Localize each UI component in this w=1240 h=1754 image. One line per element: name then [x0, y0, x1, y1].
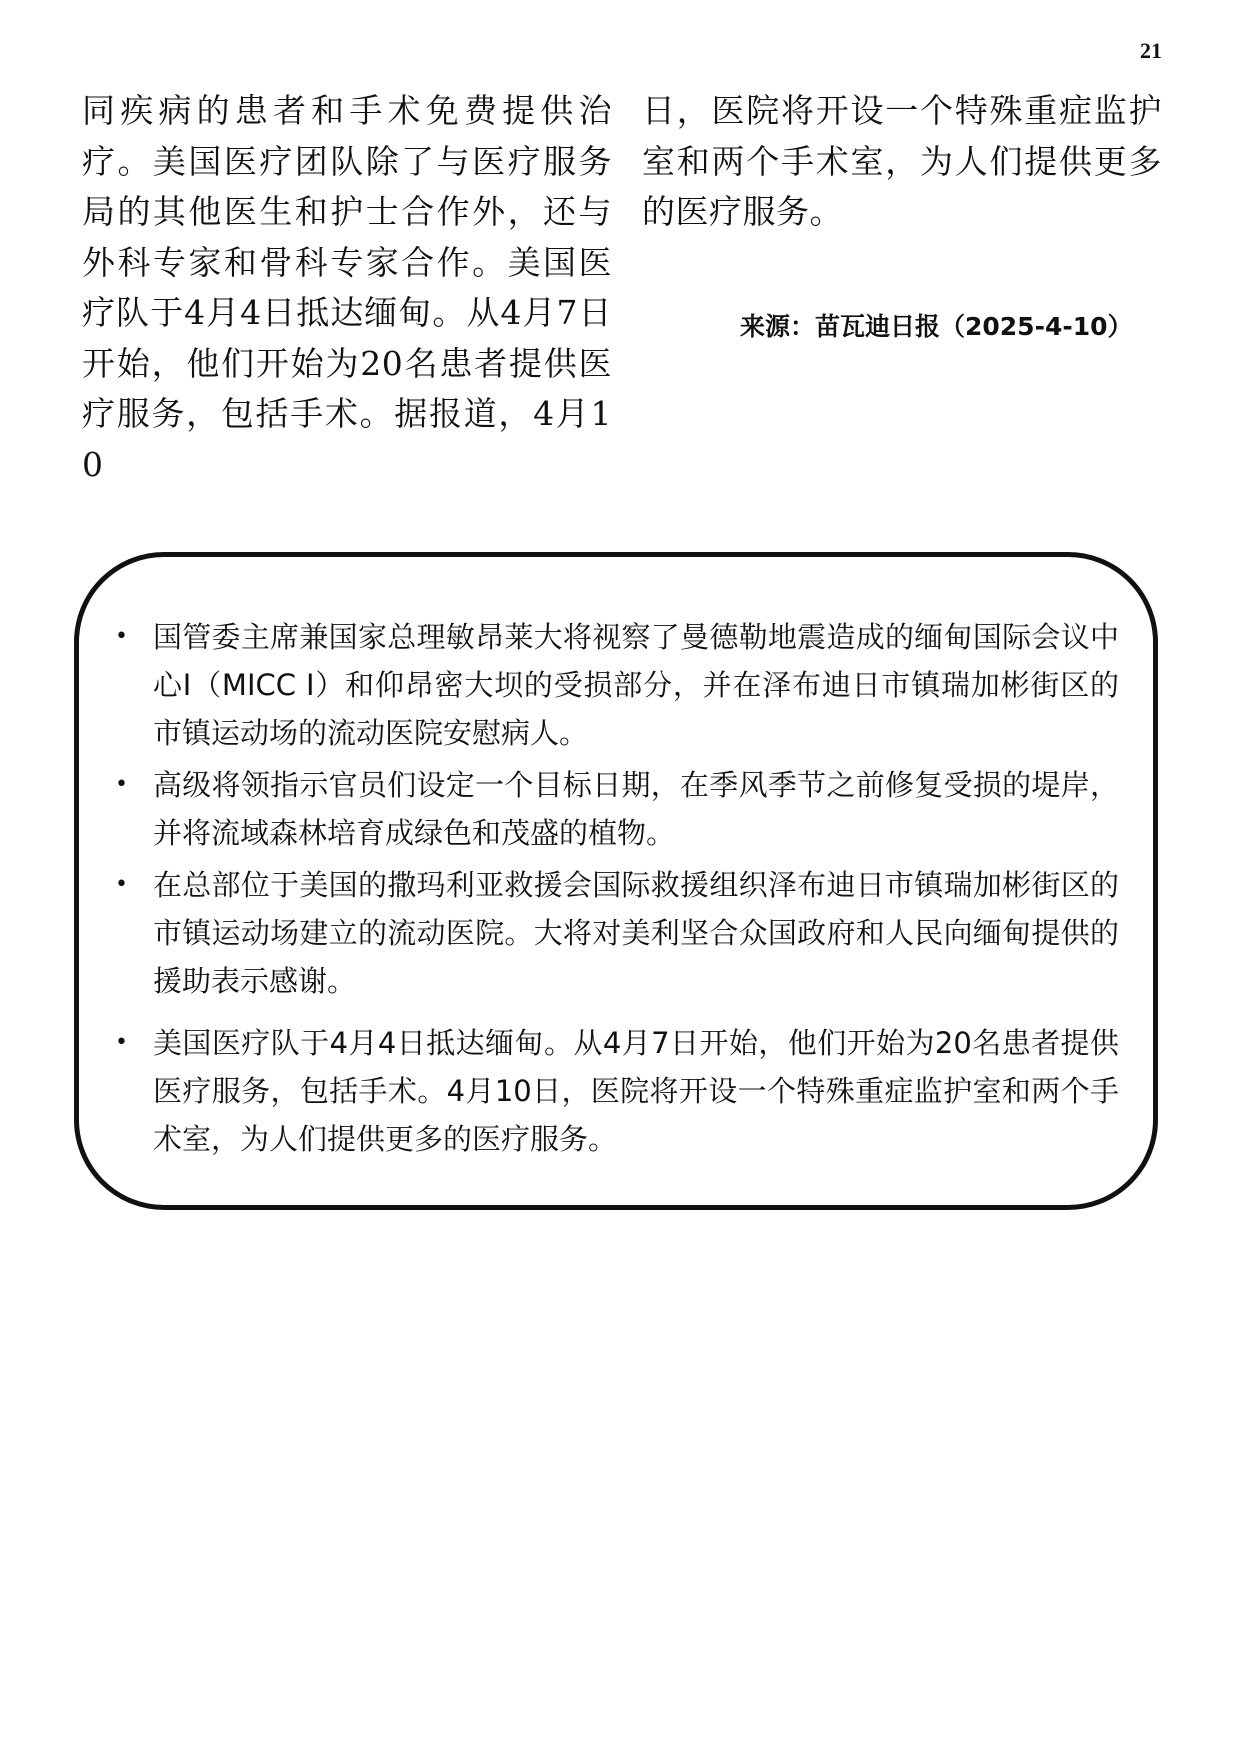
article-left-column: [82, 86, 612, 490]
summary-item-3: [109, 861, 1119, 1005]
summary-item-4: [109, 1019, 1119, 1163]
bullet-icon: •: [115, 624, 128, 649]
article-left-text: 同疾病的患者和手术免费提供治疗。美国医疗团队除了与医疗服务局的其他医生和护士合作外，还与外科专家和骨科专家合作。美国医疗队于4月4日抵达缅甸。从4月7日开始，他们开始为20名患者提供医疗服务，包括手术。据报道，4月10: [82, 91, 612, 484]
bullet-icon: •: [115, 1030, 128, 1055]
summary-item-text: 高级将领指示官员们设定一个目标日期，在季风季节之前修复受损的堤岸，并将流域森林培育成绿色和茂盛的植物。: [153, 768, 1119, 850]
summary-item-1: [109, 613, 1119, 757]
page-number: 21: [1140, 38, 1162, 63]
bullet-icon: •: [115, 772, 128, 797]
summary-item-text: 国管委主席兼国家总理敏昂莱大将视察了曼德勒地震造成的缅甸国际会议中心I（MICC I）和仰昂密大坝的受损部分，并在泽布迪日市镇瑞加彬街区的市镇运动场的流动医院安慰病人。: [153, 620, 1119, 750]
bullet-icon: •: [115, 872, 128, 897]
article-right-column: [642, 86, 1162, 238]
summary-item-text: 在总部位于美国的撒玛利亚救援会国际救援组织泽布迪日市镇瑞加彬街区的市镇运动场建立的流动医院。大将对美利坚合众国政府和人民向缅甸提供的援助表示感谢。: [153, 868, 1119, 998]
summary-item-2: [109, 761, 1119, 857]
article-source: 来源：苗瓦迪日报（2025-4-10）: [740, 312, 1133, 341]
summary-box: [74, 552, 1158, 1210]
article-right-text: 日，医院将开设一个特殊重症监护室和两个手术室，为人们提供更多的医疗服务。: [642, 91, 1162, 231]
summary-item-text: 美国医疗队于4月4日抵达缅甸。从4月7日开始，他们开始为20名患者提供医疗服务，包括手术。4月10日，医院将开设一个特殊重症监护室和两个手术室，为人们提供更多的医疗服务。: [153, 1026, 1119, 1156]
summary-list: [109, 613, 1119, 1167]
article-columns: [82, 86, 1162, 484]
